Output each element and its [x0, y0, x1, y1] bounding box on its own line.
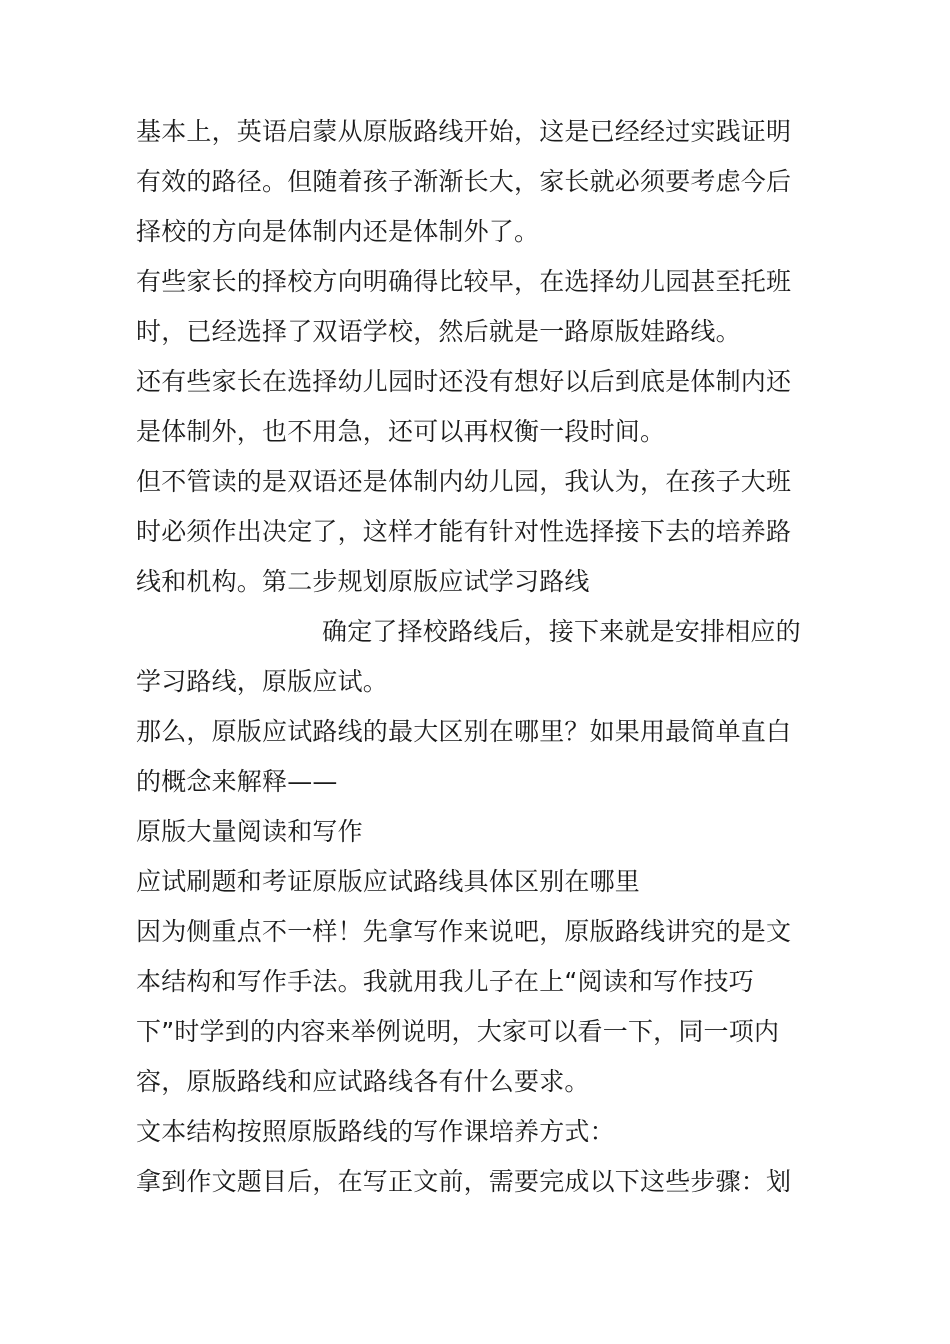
text-line: 因为侧重点不一样！先拿写作来说吧，原版路线讲究的是文 — [136, 917, 792, 946]
text-line: 文本结构按照原版路线的写作课培养方式： — [136, 1117, 615, 1146]
text-line: 有些家长的择校方向明确得比较早，在选择幼儿园甚至托班 — [136, 267, 792, 296]
text-line: 还有些家长在选择幼儿园时还没有想好以后到底是体制内还 — [136, 367, 792, 396]
text-line: 线和机构。第二步规划原版应试学习路线 — [136, 567, 590, 596]
text-line: 拿到作文题目后，在写正文前，需要完成以下这些步骤：划 — [136, 1167, 792, 1196]
text-line: 时必须作出决定了，这样才能有针对性选择接下去的培养路 — [136, 517, 792, 546]
text-line: 有效的路径。但随着孩子渐渐长大，家长就必须要考虑今后 — [136, 167, 792, 196]
text-line: 原版大量阅读和写作 — [136, 817, 363, 846]
text-line: 但不管读的是双语还是体制内幼儿园，我认为，在孩子大班 — [136, 467, 792, 496]
text-line: 基本上，英语启蒙从原版路线开始，这是已经经过实践证明 — [136, 117, 792, 146]
text-line: 是体制外，也不用急，还可以再权衡一段时间。 — [136, 417, 666, 446]
text-line: 时，已经选择了双语学校，然后就是一路原版娃路线。 — [136, 317, 741, 346]
text-line: 容，原版路线和应试路线各有什么要求。 — [136, 1067, 590, 1096]
text-line-indented: 确定了择校路线后，接下来就是安排相应的 — [322, 617, 801, 646]
text-line: 学习路线，原版应试。 — [136, 667, 389, 696]
text-line: 本结构和写作手法。我就用我儿子在上“阅读和写作技巧 — [136, 967, 754, 996]
text-line: 应试刷题和考证原版应试路线具体区别在哪里 — [136, 867, 641, 896]
document-body — [136, 107, 816, 1207]
text-line: 择校的方向是体制内还是体制外了。 — [136, 217, 540, 246]
text-line: 下”时学到的内容来举例说明，大家可以看一下，同一项内 — [136, 1017, 780, 1046]
text-line: 的概念来解释—— — [136, 767, 338, 796]
text-line: 那么，原版应试路线的最大区别在哪里？如果用最简单直白 — [136, 717, 792, 746]
